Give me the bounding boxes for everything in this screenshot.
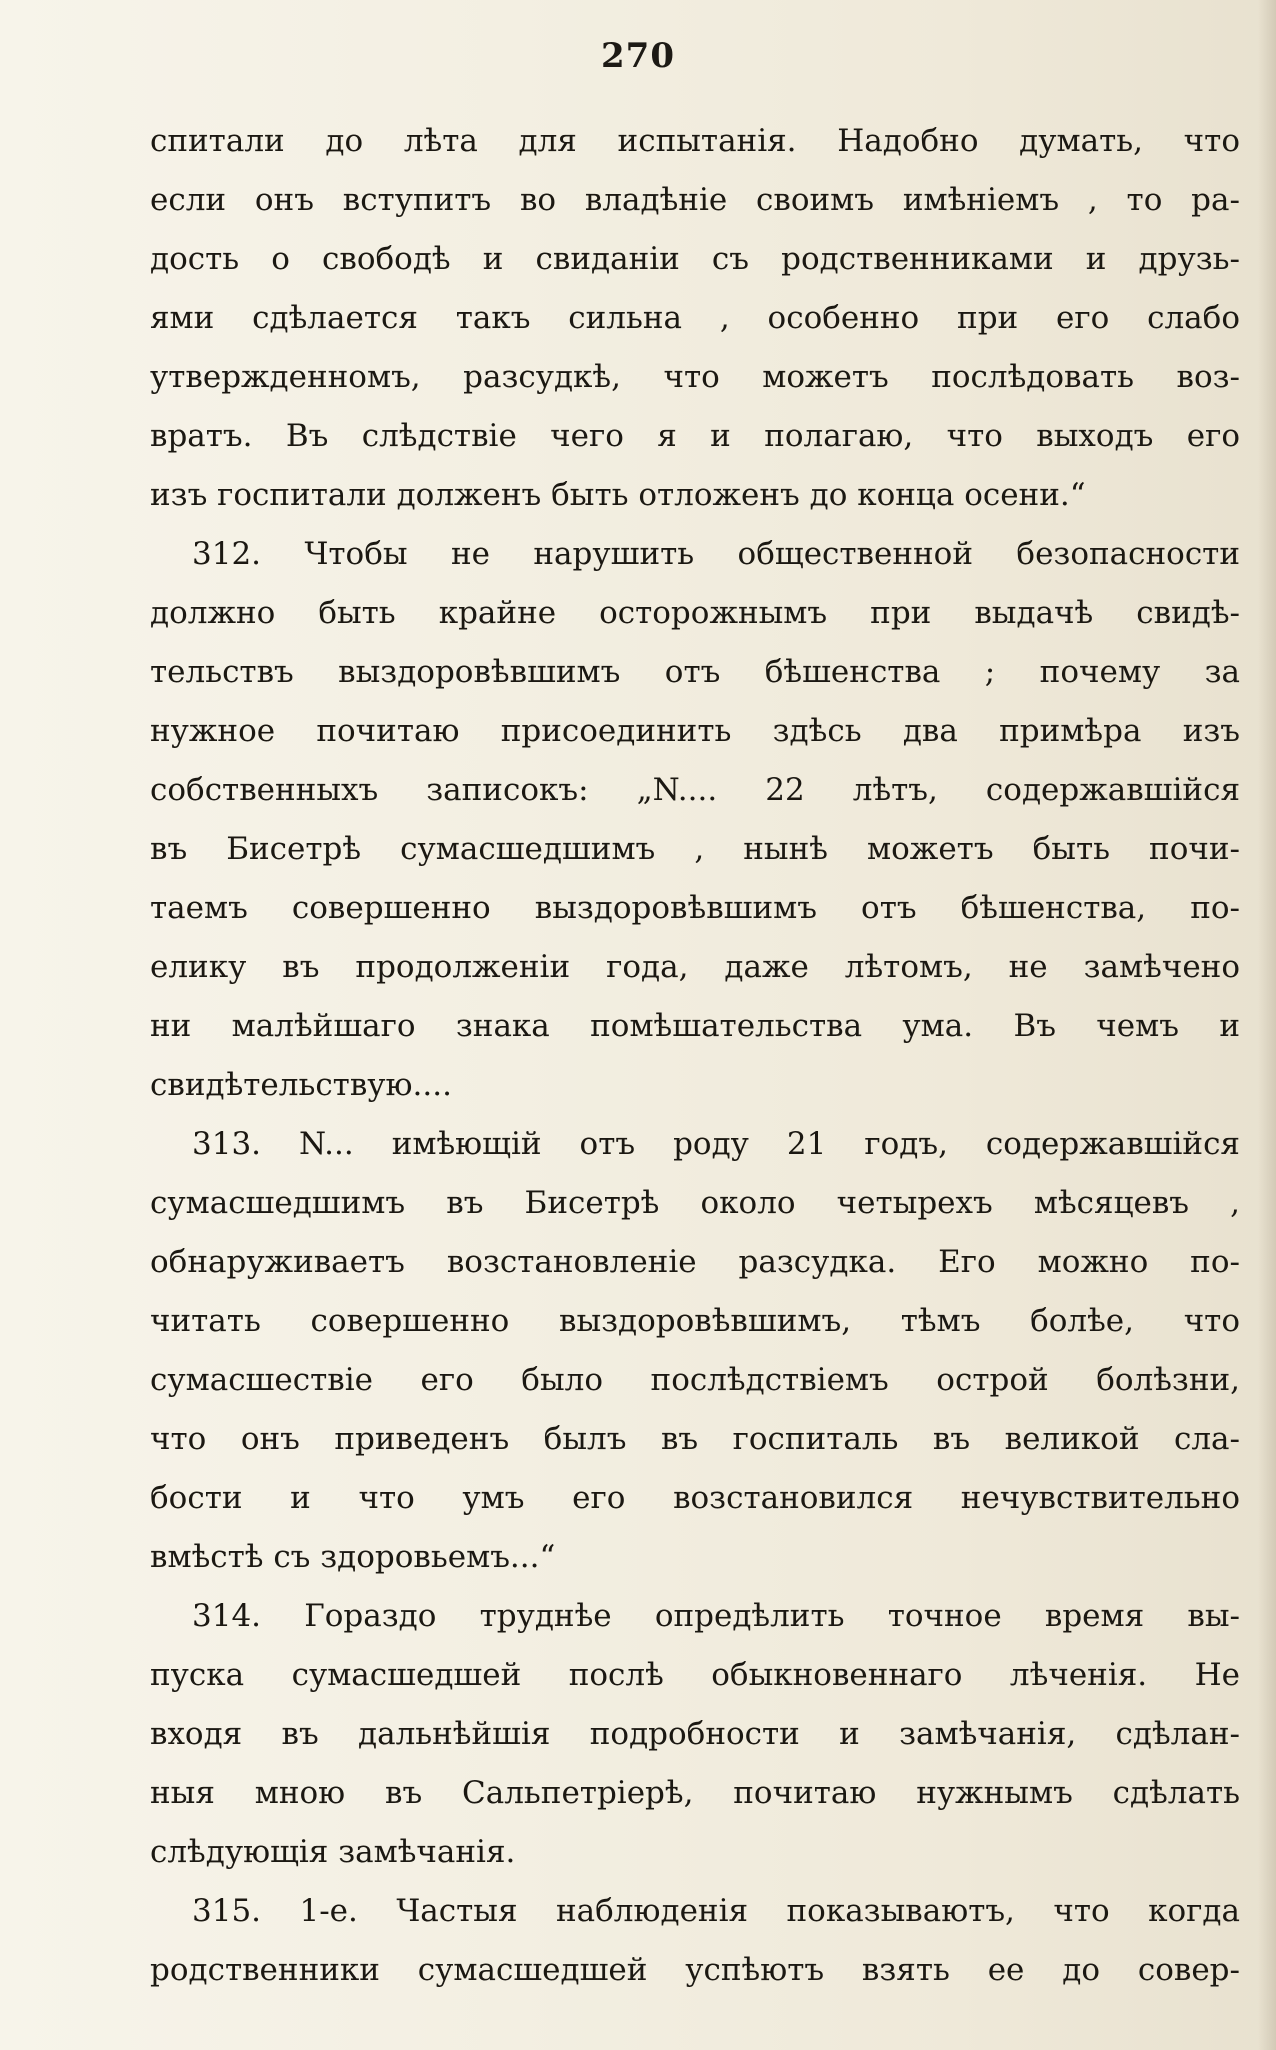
text-line: елику въ продолженіи года, даже лѣтомъ, не замѣчено — [150, 949, 1240, 985]
text-line: таемъ совершенно выздоровѣвшимъ отъ бѣшенства, по- — [150, 890, 1240, 926]
text-line: 312. Чтобы не нарушить общественной безопасности — [192, 536, 1240, 572]
text-line: 314. Гораздо труднѣе опредѣлить точное время вы- — [192, 1598, 1240, 1634]
text-line: тельствъ выздоровѣвшимъ отъ бѣшенства ; почему за — [150, 654, 1240, 690]
text-line: вратъ. Въ слѣдствіе чего я и полагаю, что выходъ его — [150, 418, 1240, 454]
text-line: должно быть крайне осторожнымъ при выдачѣ свидѣ- — [150, 595, 1240, 631]
text-line: читать совершенно выздоровѣвшимъ, тѣмъ болѣе, что — [150, 1303, 1240, 1339]
text-line: ями сдѣлается такъ сильна , особенно при его слабо — [150, 300, 1240, 336]
text-line: вмѣстѣ съ здоровьемъ...“ — [150, 1539, 556, 1575]
text-line: если онъ вступитъ во владѣніе своимъ имѣніемъ , то ра- — [150, 182, 1240, 218]
text-line: пуска сумасшедшей послѣ обыкновеннаго лѣченія. Не — [150, 1657, 1240, 1693]
body-text — [150, 112, 1240, 2000]
text-line: обнаруживаетъ возстановленіе разсудка. Его можно по- — [150, 1244, 1240, 1280]
text-line: сумасшествіе его было послѣдствіемъ острой болѣзни, — [150, 1362, 1240, 1398]
page-edge-shadow — [1258, 0, 1276, 2050]
text-line: утвержденномъ, разсудкѣ, что можетъ послѣдовать воз- — [150, 359, 1240, 395]
text-line: 313. N... имѣющій отъ роду 21 годъ, содержавшійся — [192, 1126, 1240, 1162]
text-line: что онъ приведенъ былъ въ госпиталь въ великой сла- — [150, 1421, 1240, 1457]
text-line: дость о свободѣ и свиданіи съ родственниками и друзь- — [150, 241, 1240, 277]
text-line: родственники сумасшедшей успѣютъ взять ее до совер- — [150, 1952, 1240, 1988]
text-line: слѣдующія замѣчанія. — [150, 1834, 516, 1870]
text-line: собственныхъ записокъ: „N.... 22 лѣтъ, содержавшійся — [150, 772, 1240, 808]
text-line: сумасшедшимъ въ Бисетрѣ около четырехъ мѣсяцевъ , — [150, 1185, 1240, 1221]
text-line: свидѣтельствую.... — [150, 1067, 452, 1103]
text-line: 315. 1-е. Частыя наблюденія показываютъ, что когда — [192, 1893, 1240, 1929]
page-number: 270 — [601, 36, 675, 76]
text-line: бости и что умъ его возстановился нечувствительно — [150, 1480, 1240, 1516]
text-line: нужное почитаю присоединить здѣсь два примѣра изъ — [150, 713, 1240, 749]
text-line: спитали до лѣта для испытанія. Надобно думать, что — [150, 123, 1240, 159]
text-line: ни малѣйшаго знака помѣшательства ума. Въ чемъ и — [150, 1008, 1240, 1044]
text-line: изъ госпитали долженъ быть отложенъ до конца осени.“ — [150, 477, 1086, 513]
text-line: входя въ дальнѣйшія подробности и замѣчанія, сдѣлан- — [150, 1716, 1240, 1752]
text-line: въ Бисетрѣ сумасшедшимъ , нынѣ можетъ быть почи- — [150, 831, 1240, 867]
text-line: ныя мною въ Сальпетріерѣ, почитаю нужнымъ сдѣлать — [150, 1775, 1240, 1811]
